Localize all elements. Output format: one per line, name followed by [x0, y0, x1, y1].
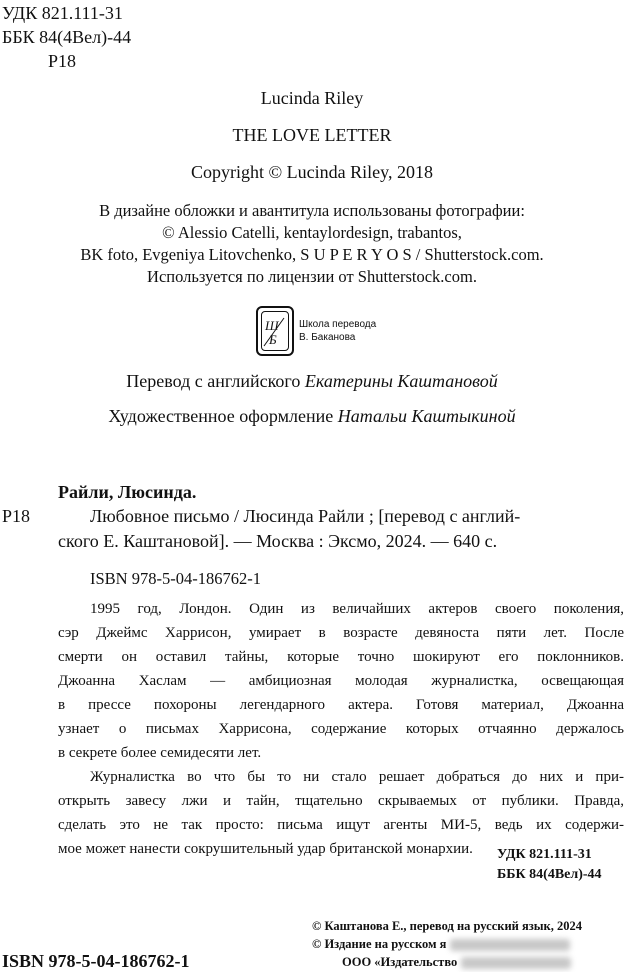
annotation-line: мое может нанести сокрушительный удар британской монархии.	[58, 841, 473, 857]
footer-isbn: ISBN 978-5-04-186762-1	[2, 951, 190, 971]
bibliographic-heading: Райли, Люсинда.	[58, 482, 197, 502]
rights-line-3-text: ООО «Издательство	[342, 955, 458, 969]
annotation-line: Журналистка во что бы то ни стало решает добраться до них и при-	[90, 769, 624, 785]
cover-photo-credit-4: Используется по лицензии от Shutterstock.com.	[147, 267, 477, 286]
annotation-line: сделать это не так просто: письма ищут агенты МИ-5, ведь их содержи-	[58, 817, 624, 833]
author-mark: Р18	[48, 51, 77, 71]
school-emblem-icon	[256, 306, 294, 356]
footer-bbk: ББК 84(4Вел)-44	[497, 867, 602, 882]
annotation-line: открыть завесу лжи и тайн, тщательно скрываемых от публики. Правда,	[58, 793, 624, 809]
svg-text:Б: Б	[269, 332, 277, 347]
logo-line-1: Школа перевода	[299, 319, 377, 330]
rights-line-1: © Каштанова Е., перевод на русский язык, 2024	[312, 919, 582, 933]
designer-credit	[0, 405, 624, 427]
copyright-line: Copyright © Lucinda Riley, 2018	[191, 162, 433, 182]
blurred-text	[450, 939, 570, 951]
rights-line-3	[342, 954, 571, 970]
udk-code: УДК 821.111-31	[2, 3, 123, 23]
footer-udk: УДК 821.111-31	[497, 847, 592, 862]
original-author: Lucinda Riley	[260, 88, 364, 108]
original-title: THE LOVE LETTER	[232, 125, 392, 145]
cover-photo-credit-1: В дизайне обложки и авантитула использованы фотографии:	[99, 201, 525, 220]
translator-label: Перевод с английского	[126, 371, 301, 391]
rights-line-2-text: © Издание на русском я	[312, 937, 447, 951]
cover-photo-credit-3: BK foto, Evgeniya Litovchenko, S U P E R Y O S / Shutterstock.com.	[80, 245, 544, 264]
bibliographic-line-1: Любовное письмо / Люсинда Райли ; [перевод с англий-	[90, 506, 521, 526]
annotation-line: 1995 год, Лондон. Один из величайших актеров своего поколения,	[90, 601, 624, 617]
bibliographic-isbn: ISBN 978-5-04-186762-1	[90, 569, 261, 588]
annotation-line: Джоанна Хаслам — амбициозная молодая журналистка, освещающая	[58, 673, 624, 689]
svg-text:Ш: Ш	[265, 318, 279, 333]
translator-name: Екатерины Каштановой	[304, 371, 498, 391]
designer-name: Натальи Каштыкиной	[337, 406, 516, 426]
bbk-code: ББК 84(4Вел)-44	[2, 27, 132, 47]
annotation-line: узнает о письмах Харрисона, содержание которых отчаянно держалось	[58, 721, 624, 737]
cover-photo-credit-2: © Alessio Catelli, kentaylordesign, trabantos,	[162, 223, 462, 242]
translation-school-logo	[256, 306, 376, 356]
annotation-line: сэр Джеймс Харрисон, умирает в возрасте девяноста пяти лет. После	[58, 625, 624, 641]
annotation-paragraph-1	[58, 597, 624, 765]
annotation-line: в секрете более семидесяти лет.	[58, 745, 262, 761]
bibliographic-mark: Р18	[2, 506, 31, 526]
designer-label: Художественное оформление	[108, 406, 334, 426]
logo-line-2: В. Баканова	[299, 332, 356, 343]
annotation-line: в прессе похороны легендарного актера. Готовя материал, Джоанна	[58, 697, 624, 713]
rights-line-2	[312, 936, 570, 952]
translator-credit	[0, 370, 624, 392]
bibliographic-line-2: ского Е. Каштановой]. — Москва : Эксмо, 2024. — 640 с.	[58, 531, 498, 551]
annotation-line: смерти он оставил тайны, которые точно шокируют его поклонников.	[58, 649, 624, 665]
blurred-text	[461, 957, 571, 969]
